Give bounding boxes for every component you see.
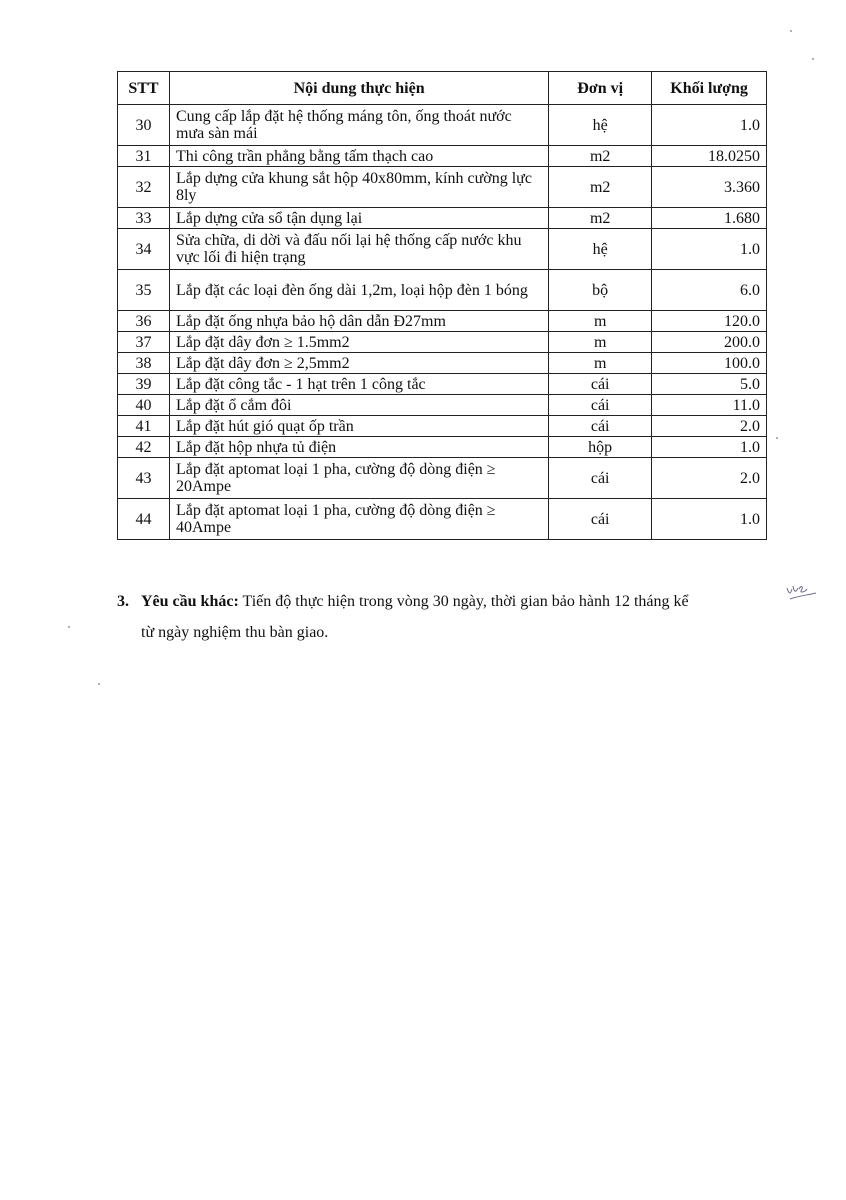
table-row	[118, 416, 767, 437]
table-row	[118, 332, 767, 353]
other-requirements-note	[117, 586, 777, 648]
header-content: Nội dung thực hiện	[169, 72, 548, 105]
table-row	[118, 208, 767, 229]
table-row	[118, 311, 767, 332]
row-stt: 31	[118, 146, 170, 167]
header-unit: Đơn vị	[549, 72, 652, 105]
row-unit: cái	[549, 416, 652, 437]
row-content: Lắp dựng cửa khung sắt hộp 40x80mm, kính cường lực 8ly	[169, 167, 548, 208]
row-quantity: 1.680	[652, 208, 767, 229]
table-row	[118, 458, 767, 499]
row-stt: 35	[118, 270, 170, 311]
row-quantity: 2.0	[652, 416, 767, 437]
row-quantity: 120.0	[652, 311, 767, 332]
table-row	[118, 105, 767, 146]
note-label: Yêu cầu khác:	[141, 593, 239, 610]
row-unit: m2	[549, 208, 652, 229]
row-quantity: 2.0	[652, 458, 767, 499]
row-unit: m	[549, 332, 652, 353]
row-content: Lắp đặt aptomat loại 1 pha, cường độ dòng điện ≥ 20Ampe	[169, 458, 548, 499]
row-unit: hộp	[549, 437, 652, 458]
scan-speck	[98, 683, 100, 685]
row-quantity: 100.0	[652, 353, 767, 374]
table-header-row	[118, 72, 767, 105]
row-unit: hệ	[549, 229, 652, 270]
row-stt: 41	[118, 416, 170, 437]
row-content: Cung cấp lắp đặt hệ thống máng tôn, ống thoát nước mưa sàn mái	[169, 105, 548, 146]
row-quantity: 5.0	[652, 374, 767, 395]
row-quantity: 1.0	[652, 229, 767, 270]
note-line-1	[117, 586, 777, 617]
row-stt: 42	[118, 437, 170, 458]
row-quantity: 11.0	[652, 395, 767, 416]
row-stt: 40	[118, 395, 170, 416]
row-content: Lắp đặt các loại đèn ống dài 1,2m, loại hộp đèn 1 bóng	[169, 270, 548, 311]
row-stt: 43	[118, 458, 170, 499]
row-stt: 39	[118, 374, 170, 395]
row-unit: hệ	[549, 105, 652, 146]
table-row	[118, 146, 767, 167]
note-text-line1: Tiến độ thực hiện trong vòng 30 ngày, thời gian bảo hành 12 tháng kể	[238, 593, 689, 610]
note-text-line2: từ ngày nghiệm thu bàn giao.	[141, 624, 329, 641]
row-quantity: 1.0	[652, 437, 767, 458]
row-unit: m	[549, 311, 652, 332]
row-content: Lắp đặt aptomat loại 1 pha, cường độ dòng điện ≥ 40Ampe	[169, 499, 548, 540]
row-stt: 44	[118, 499, 170, 540]
work-items-table	[117, 71, 767, 540]
row-quantity: 6.0	[652, 270, 767, 311]
row-quantity: 3.360	[652, 167, 767, 208]
header-stt: STT	[118, 72, 170, 105]
row-unit: cái	[549, 374, 652, 395]
scan-speck	[68, 626, 70, 628]
row-quantity: 200.0	[652, 332, 767, 353]
row-content: Lắp đặt ống nhựa bảo hộ dân dẫn Đ27mm	[169, 311, 548, 332]
table-row	[118, 270, 767, 311]
scan-speck	[812, 58, 814, 60]
row-content: Lắp đặt dây đơn ≥ 1.5mm2	[169, 332, 548, 353]
table-row	[118, 353, 767, 374]
row-unit: cái	[549, 458, 652, 499]
row-content: Lắp đặt dây đơn ≥ 2,5mm2	[169, 353, 548, 374]
row-stt: 38	[118, 353, 170, 374]
row-unit: m2	[549, 146, 652, 167]
row-content: Lắp đặt ổ cắm đôi	[169, 395, 548, 416]
row-stt: 33	[118, 208, 170, 229]
note-number: 3.	[117, 593, 129, 610]
row-unit: cái	[549, 395, 652, 416]
row-content: Lắp đặt hộp nhựa tủ điện	[169, 437, 548, 458]
table-row	[118, 437, 767, 458]
row-stt: 37	[118, 332, 170, 353]
row-stt: 32	[118, 167, 170, 208]
row-content: Lắp đặt hút gió quạt ốp trần	[169, 416, 548, 437]
table-row	[118, 374, 767, 395]
row-unit: m	[549, 353, 652, 374]
row-stt: 36	[118, 311, 170, 332]
scan-speck	[776, 437, 778, 439]
row-quantity: 18.0250	[652, 146, 767, 167]
row-quantity: 1.0	[652, 499, 767, 540]
header-quantity: Khối lượng	[652, 72, 767, 105]
row-content: Thi công trần phẳng bằng tấm thạch cao	[169, 146, 548, 167]
row-content: Sửa chữa, di dời và đấu nối lại hệ thống cấp nước khu vực lối đi hiện trạng	[169, 229, 548, 270]
row-unit: m2	[549, 167, 652, 208]
handwritten-initials-icon	[784, 580, 818, 611]
row-content: Lắp đặt công tắc - 1 hạt trên 1 công tắc	[169, 374, 548, 395]
row-content: Lắp dựng cửa sổ tận dụng lại	[169, 208, 548, 229]
table-row	[118, 167, 767, 208]
row-quantity: 1.0	[652, 105, 767, 146]
row-stt: 34	[118, 229, 170, 270]
table-row	[118, 229, 767, 270]
table-row	[118, 395, 767, 416]
table-row	[118, 499, 767, 540]
scan-speck	[790, 30, 792, 32]
row-stt: 30	[118, 105, 170, 146]
row-unit: bộ	[549, 270, 652, 311]
row-unit: cái	[549, 499, 652, 540]
